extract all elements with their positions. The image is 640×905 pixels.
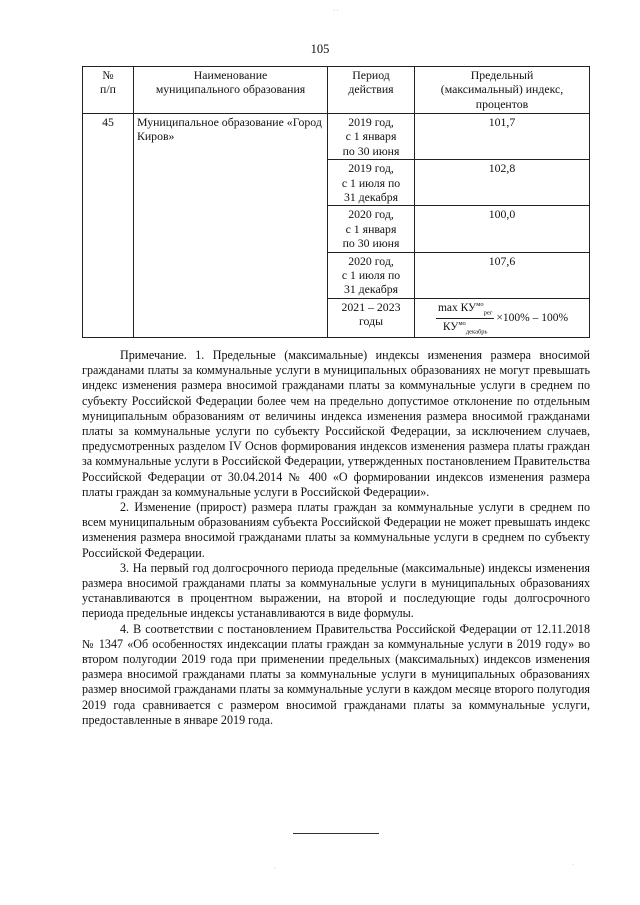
formula-fraction — [436, 301, 494, 336]
index-value: 107,6 — [488, 253, 516, 268]
header-index — [415, 67, 590, 114]
formula-numerator-sup: мо — [476, 300, 484, 308]
header-period-text: Период действия — [348, 68, 394, 97]
table-header-row — [83, 67, 590, 114]
period-text: 2019 год, с 1 июля по 31 декабря — [341, 161, 401, 204]
index-value: 101,7 — [488, 115, 516, 129]
note-paragraph: Примечание. 1. Предельные (максимальные) индексы изменения размера вносимой гражданами платы за коммунальные услуги в муниципальных образованиях не могут превышать индекс изменения размера вносимой гражданами платы за коммунальные услуги в среднем по субъекту Российской Федерации более чем на предельно допустимое отклонение по отдельным муниципальным образованиям от величины индекса изменения размера вносимой гражданами платы за коммунальные услуги по субъекту Российской Федерации, за исключением случаев, предусмотренных разделом IV Основ формирования индексов изменения размера платы граждан за коммунальные услуги в Российской Федерации, утвержденных постановлением Правительства Российской Федерации от 30.04.2014 № 400 «О формировании индексов изменения размера платы граждан за коммунальные услуги в Российской Федерации». — [82, 348, 590, 499]
row-number: 45 — [102, 115, 114, 129]
table-row — [83, 114, 590, 160]
header-period — [328, 67, 415, 114]
index-cell — [415, 252, 590, 298]
scan-speck: · · — [333, 8, 339, 14]
formula-numerator-sub: рег — [483, 308, 493, 316]
period-text: 2020 год, с 1 января по 30 июня — [342, 207, 400, 251]
formula-numerator — [436, 301, 494, 319]
index-cell — [415, 206, 590, 252]
index-value: 102,8 — [488, 161, 516, 176]
header-municipality-text: Наименование муниципального образования — [155, 68, 306, 97]
scan-speck: · — [274, 866, 276, 872]
closing-divider — [293, 833, 379, 834]
notes-section — [82, 348, 590, 728]
municipality-cell — [134, 114, 328, 338]
indices-table — [82, 66, 590, 338]
page-number: 105 — [310, 42, 330, 56]
period-cell — [328, 252, 415, 298]
index-formula — [418, 300, 586, 336]
row-number-cell — [83, 114, 134, 338]
index-cell — [415, 160, 590, 206]
header-municipality — [134, 67, 328, 114]
scan-speck: · — [572, 862, 574, 868]
municipality-name: Муниципальное образование «Город Киров» — [137, 115, 322, 144]
period-text: 2021 – 2023 годы — [341, 299, 401, 329]
formula-denominator-sub: декабрь — [465, 328, 488, 336]
note-paragraph: 4. В соответствии с постановлением Правительства Российской Федерации от 12.11.2018 № 1347 «Об особенностях индексации платы граждан за коммунальные услуги в 2019 году» во втором полугодии 2019 года при применении предельных (максимальных) индексов изменения размера вносимой гражданами платы за коммунальные услуги в муниципальных образованиях размер вносимой гражданами платы за коммунальные услуги в каждом месяце второго полугодия 2019 года сравнивается с размером вносимой гражданами платы за коммунальные услуги, предоставленные в январе 2019 года. — [82, 621, 590, 727]
period-cell — [328, 114, 415, 160]
period-cell — [328, 298, 415, 337]
formula-cell — [415, 298, 590, 337]
formula-denominator — [441, 319, 490, 336]
header-number — [83, 67, 134, 114]
index-value: 100,0 — [488, 207, 516, 222]
formula-tail: ×100% – 100% — [496, 312, 569, 325]
formula-numerator-text: max КУ — [437, 301, 477, 314]
formula-denominator-sup: мо — [458, 320, 466, 328]
note-paragraph: 3. На первый год долгосрочного периода предельные (максимальные) индексы изменения размера вносимой гражданами платы за коммунальные услуги в муниципальных образованиях устанавливаются в процентном выражении, на второй и последующие годы долгосрочного периода предельные индексы устанавливаются в виде формулы. — [82, 560, 590, 621]
formula-denominator-text: КУ — [442, 320, 459, 333]
period-text: 2019 год, с 1 января по 30 июня — [342, 115, 400, 158]
period-cell — [328, 160, 415, 206]
index-cell — [415, 114, 590, 160]
header-number-text: № п/п — [100, 68, 116, 97]
period-cell — [328, 206, 415, 252]
period-text: 2020 год, с 1 июля по 31 декабря — [341, 253, 401, 297]
header-index-text: Предельный (максимальный) индекс, процентов — [440, 68, 564, 111]
note-paragraph: 2. Изменение (прирост) размера платы граждан за коммунальные услуги в среднем по всем муниципальным образованиям субъекта Российской Федерации не может превышать индекс изменения размера вносимой гражданами платы за коммунальные услуги в среднем по субъекту Российской Федерации. — [82, 500, 590, 560]
